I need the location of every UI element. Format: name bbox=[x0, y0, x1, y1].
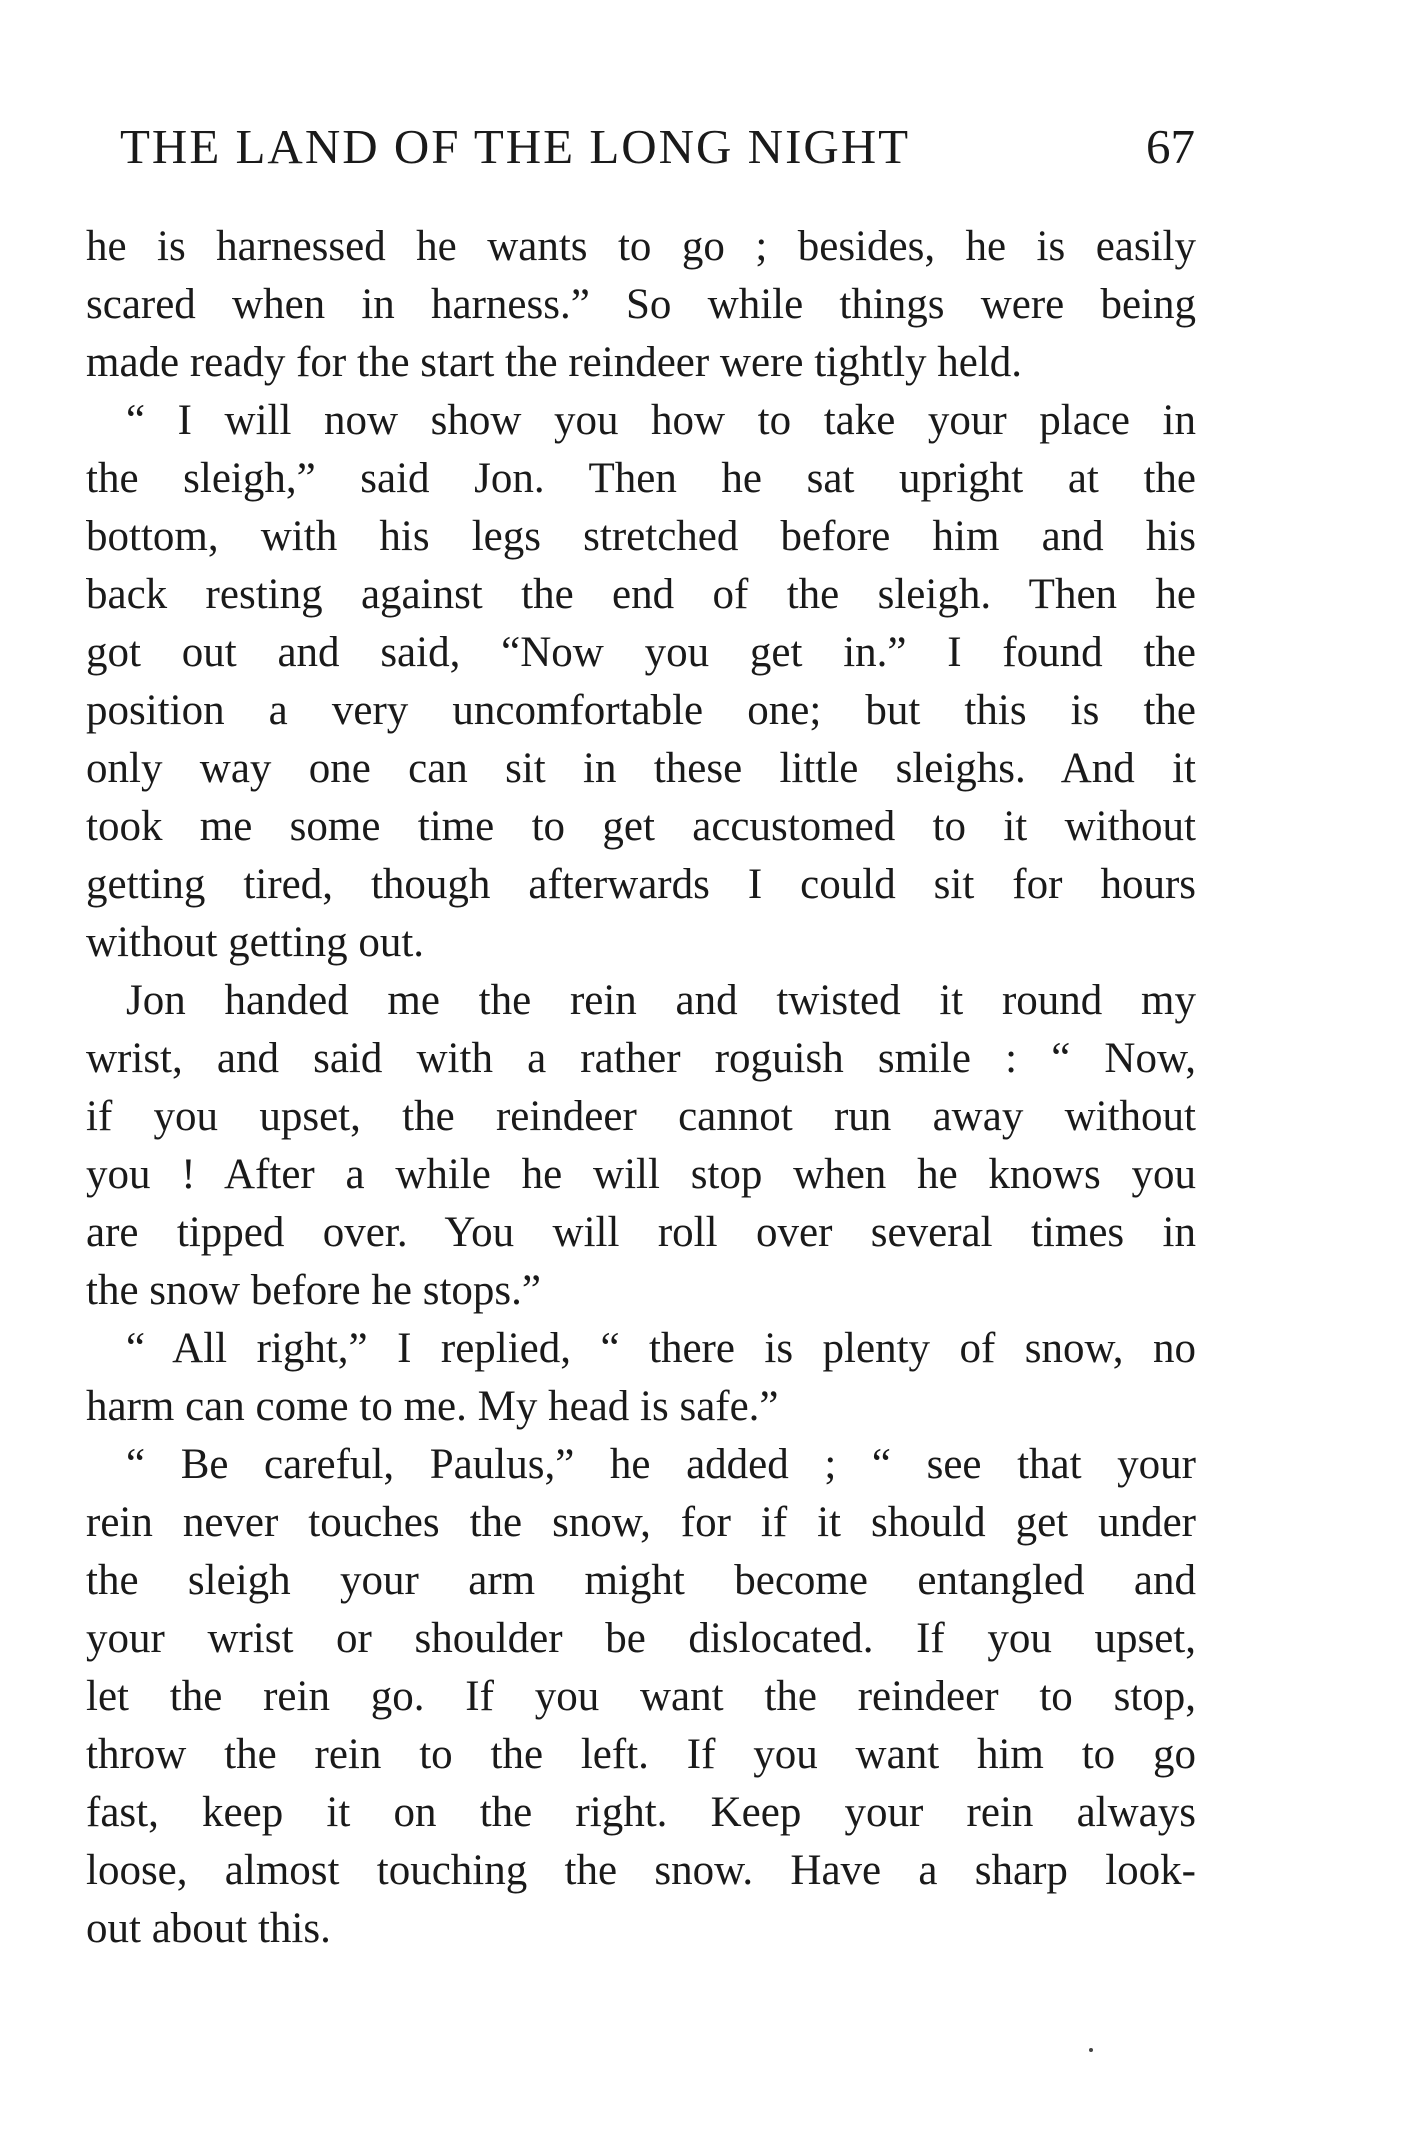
text-line: loose, almost touching the snow. Have a sharp look- bbox=[86, 1847, 1196, 1894]
text-line: rein never touches the snow, for if it should get under bbox=[86, 1499, 1196, 1546]
text-line: Jon handed me the rein and twisted it round my bbox=[126, 977, 1196, 1024]
text-line: only way one can sit in these little sleighs. And it bbox=[86, 745, 1196, 792]
text-line: took me some time to get accustomed to it without bbox=[86, 803, 1196, 850]
text-line: “ I will now show you how to take your place in bbox=[126, 397, 1196, 444]
text-line: “ All right,” I replied, “ there is plenty of snow, no bbox=[126, 1325, 1196, 1372]
text-line: position a very uncomfortable one; but this is the bbox=[86, 687, 1196, 734]
text-line: the snow before he stops.” bbox=[86, 1267, 541, 1314]
text-line: if you upset, the reindeer cannot run away without bbox=[86, 1093, 1196, 1140]
text-line: made ready for the start the reindeer were tightly held. bbox=[86, 339, 1023, 386]
text-line: “ Be careful, Paulus,” he added ; “ see that your bbox=[126, 1441, 1196, 1488]
text-line: throw the rein to the left. If you want him to go bbox=[86, 1731, 1196, 1778]
text-line: out about this. bbox=[86, 1905, 331, 1952]
paper-speck bbox=[1089, 2048, 1093, 2052]
text-line: harm can come to me. My head is safe.” bbox=[86, 1383, 779, 1430]
text-line: got out and said, “Now you get in.” I found the bbox=[86, 629, 1196, 676]
text-line: let the rein go. If you want the reindeer to stop, bbox=[86, 1673, 1196, 1720]
running-head bbox=[120, 118, 1195, 188]
text-line: the sleigh your arm might become entangled and bbox=[86, 1557, 1196, 1604]
body-text bbox=[86, 218, 1196, 1958]
text-line: fast, keep it on the right. Keep your rein always bbox=[86, 1789, 1196, 1836]
text-line: getting tired, though afterwards I could sit for hours bbox=[86, 861, 1196, 908]
text-line: are tipped over. You will roll over several times in bbox=[86, 1209, 1196, 1256]
text-line: bottom, with his legs stretched before him and his bbox=[86, 513, 1196, 560]
page-number: 67 bbox=[1146, 119, 1195, 174]
text-line: scared when in harness.” So while things were being bbox=[86, 281, 1196, 328]
text-line: back resting against the end of the sleigh. Then he bbox=[86, 571, 1196, 618]
text-line: without getting out. bbox=[86, 919, 425, 966]
text-line: the sleigh,” said Jon. Then he sat upright at the bbox=[86, 455, 1196, 502]
text-line: wrist, and said with a rather roguish smile : “ Now, bbox=[86, 1035, 1196, 1082]
text-line: your wrist or shoulder be dislocated. If you upset, bbox=[86, 1615, 1196, 1662]
text-line: he is harnessed he wants to go ; besides, he is easily bbox=[86, 223, 1196, 270]
text-line: you ! After a while he will stop when he knows you bbox=[86, 1151, 1196, 1198]
running-head-title: THE LAND OF THE LONG NIGHT bbox=[120, 119, 911, 174]
